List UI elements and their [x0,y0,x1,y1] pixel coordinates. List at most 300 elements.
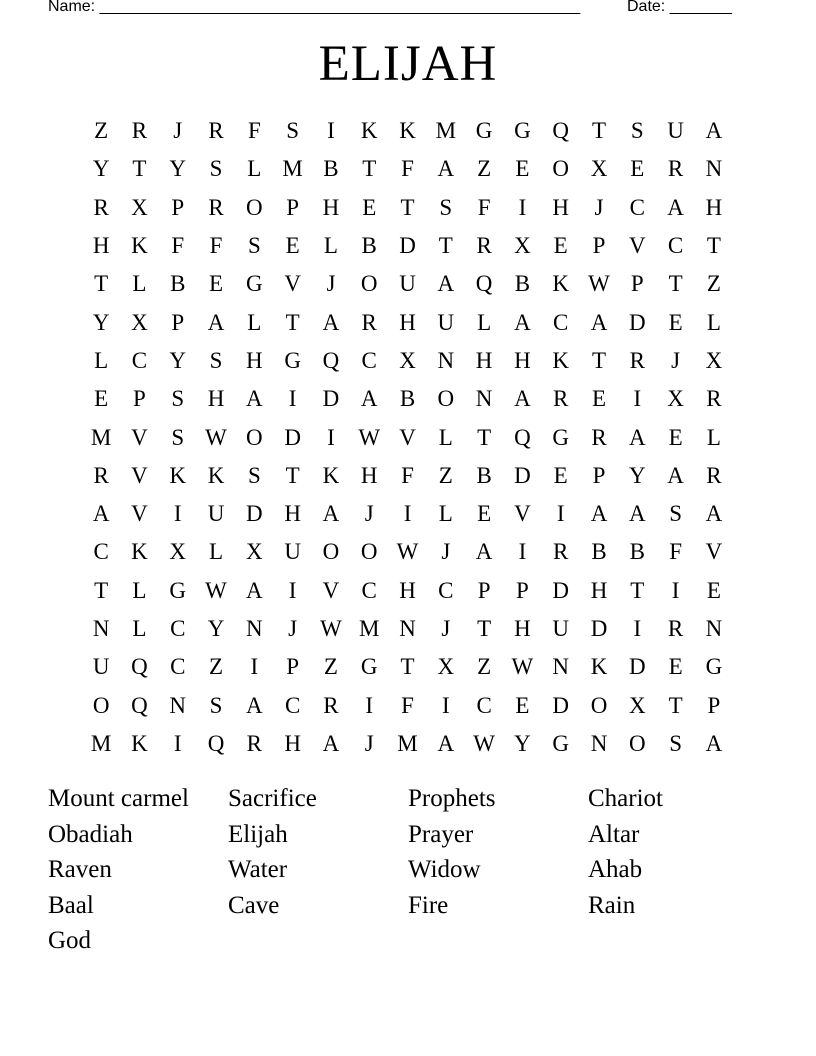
grid-letter: I [288,386,297,412]
grid-letter: B [514,271,531,297]
grid-letter: R [93,462,109,488]
grid-letter: K [322,462,340,488]
word-bank-item: God [48,927,92,954]
grid-letter: K [131,730,148,756]
grid-letter: N [169,692,187,718]
grid-row [82,725,734,763]
grid-letter: X [514,233,531,259]
word-bank [48,781,768,959]
grid-letter: N [705,156,723,182]
grid-letter: A [475,539,493,565]
grid-letter: A [705,730,723,756]
grid-letter: H [552,194,570,220]
grid-letter: C [476,692,492,718]
grid-letter: S [286,118,300,144]
grid-letter: T [94,271,109,297]
grid-letter: L [132,577,147,603]
grid-letter: T [591,347,607,373]
grid-letter: A [705,501,723,527]
grid-letter: Z [477,654,492,680]
grid-letter: T [477,424,492,450]
grid-letter: I [173,501,182,527]
grid-letter: H [705,194,723,220]
grid-letter: L [209,539,224,565]
grid-letter: O [246,424,263,450]
grid-letter: K [131,233,148,259]
grid-letter: P [171,194,185,220]
grid-letter: I [671,577,680,603]
grid-letter: Z [706,271,721,297]
grid-letter: W [588,271,610,297]
grid-letter: L [247,309,262,335]
grid-letter: E [209,271,224,297]
grid-letter: C [170,654,186,680]
grid-letter: H [590,577,608,603]
grid-letter: T [668,271,683,297]
grid-letter: G [360,654,378,680]
grid-letter: M [435,118,457,144]
grid-letter: Y [92,309,110,335]
grid-letter: A [628,501,646,527]
grid-row [82,495,734,533]
grid-letter: Q [475,271,493,297]
grid-letter: V [399,424,416,450]
word-bank-item: Rain [588,891,636,919]
grid-letter: A [322,309,340,335]
grid-letter: P [707,692,721,718]
grid-letter: R [667,616,684,641]
grid-letter: L [323,233,338,259]
grid-letter: B [399,386,416,412]
grid-letter: C [131,347,148,373]
grid-letter: X [131,194,148,220]
grid-letter: P [286,194,300,220]
grid-row [82,380,734,418]
grid-letter: K [169,462,187,488]
grid-letter: N [475,386,493,412]
grid-letter: Z [323,654,338,680]
grid-letter: R [591,424,607,450]
grid-letter: M [397,730,418,756]
grid-letter: A [628,424,646,450]
grid-letter: E [515,156,530,182]
word-bank-item: Raven [48,856,112,883]
grid-letter: E [94,386,109,412]
grid-letter: O [628,730,646,756]
grid-letter: V [284,271,301,297]
grid-letter: A [246,386,263,412]
grid-letter: D [628,654,646,680]
grid-letter: A [514,386,531,412]
grid-letter: H [246,347,263,373]
grid-letter: M [359,616,380,641]
grid-letter: C [361,577,377,603]
grid-letter: Y [628,462,646,488]
grid-letter: N [92,616,110,641]
grid-letter: Y [169,156,187,182]
grid-letter: N [705,616,723,641]
grid-letter: E [362,194,377,220]
grid-letter: T [591,118,607,144]
grid-letter: A [590,309,608,335]
grid-row [82,150,734,188]
grid-letter: I [250,654,259,680]
grid-letter: D [590,616,608,641]
grid-letter: T [630,577,645,603]
grid-letter: A [207,309,225,335]
grid-letter: V [131,424,148,450]
grid-letter: T [438,233,453,259]
grid-letter: K [360,118,378,144]
grid-letter: G [246,271,263,297]
grid-letter: R [93,194,109,220]
grid-letter: U [667,118,684,144]
grid-letter: H [284,730,301,756]
grid-row [82,457,734,495]
grid-letter: P [516,577,529,603]
grid-letter: H [514,347,531,373]
grid-letter: E [591,386,607,412]
grid-letter: F [477,194,491,220]
grid-letter: L [132,616,147,641]
grid-letter: A [360,386,378,412]
grid-letter: E [706,577,721,603]
grid-letter: A [514,309,531,335]
grid-letter: A [590,501,608,527]
grid-letter: I [441,692,450,718]
grid-letter: B [476,462,492,488]
grid-letter: R [131,118,148,144]
grid-letter: O [92,692,110,718]
grid-letter: Z [209,654,224,680]
grid-row [82,227,734,265]
grid-letter: E [285,233,300,259]
grid-letter: R [553,386,569,412]
word-bank-item: Widow [408,856,481,883]
grid-row [82,265,734,303]
word-bank-item: Water [228,856,288,883]
grid-letter: L [132,271,147,297]
grid-letter: Y [92,156,110,182]
grid-letter: R [476,233,492,259]
grid-letter: G [514,118,531,144]
grid-letter: O [360,539,378,565]
grid-letter: R [667,156,684,182]
grid-letter: V [131,462,148,488]
grid-letter: H [475,347,493,373]
word-bank-item: Chariot [588,785,663,812]
grid-letter: T [362,156,377,182]
grid-letter: A [92,501,110,527]
grid-letter: Z [94,118,109,144]
grid-letter: K [399,118,416,144]
grid-letter: G [705,654,723,680]
grid-letter: S [209,156,223,182]
grid-letter: S [209,347,223,373]
grid-letter: N [552,654,570,680]
grid-letter: E [515,692,530,718]
grid-letter: Q [131,692,148,718]
grid-letter: L [706,309,721,335]
grid-letter: Q [552,118,570,144]
grid-letter: P [171,309,185,335]
grid-letter: F [669,539,682,565]
grid-letter: R [706,462,722,488]
grid-letter: E [553,462,568,488]
letter-grid [82,112,734,763]
grid-letter: I [288,577,297,603]
grid-letter: T [668,692,683,718]
grid-row [82,418,734,456]
grid-letter: C [170,616,186,641]
grid-letter: J [326,271,336,297]
word-bank-item: Obadiah [48,820,133,848]
grid-letter: S [669,501,682,527]
grid-letter: O [590,692,608,718]
grid-row [82,572,734,610]
grid-letter: A [437,730,455,756]
grid-letter: S [171,424,185,450]
grid-letter: B [361,233,377,259]
grid-letter: F [401,462,414,488]
grid-letter: O [437,386,455,412]
word-bank-item: Altar [588,820,640,848]
grid-letter: A [667,194,684,220]
grid-letter: W [358,424,381,450]
grid-letter: D [322,386,340,412]
grid-letter: Z [477,156,492,182]
grid-letter: J [364,501,374,527]
grid-row [82,686,734,724]
grid-letter: T [400,194,415,220]
grid-letter: L [706,424,721,450]
grid-letter: P [630,271,644,297]
grid-letter: D [246,501,263,527]
grid-letter: T [477,616,492,641]
grid-letter: X [705,347,723,373]
grid-letter: C [667,233,684,259]
grid-letter: K [131,539,148,565]
grid-row [82,610,734,648]
date-field-label: Date: _______ [627,0,732,15]
grid-letter: F [247,118,261,144]
grid-letter: X [437,654,455,680]
grid-letter: D [284,424,301,450]
grid-letter: Y [207,616,225,641]
grid-letter: W [205,577,227,603]
grid-letter: I [327,118,335,144]
grid-letter: F [401,692,414,718]
grid-letter: V [322,577,340,603]
grid-letter: J [594,194,604,220]
grid-row [82,189,734,227]
grid-letter: T [400,654,415,680]
grid-letter: A [705,118,723,144]
grid-letter: E [630,156,645,182]
grid-letter: R [208,194,224,220]
grid-letter: C [93,539,109,565]
grid-letter: U [399,271,416,297]
grid-letter: U [552,616,570,641]
grid-letter: L [94,347,109,373]
grid-letter: N [246,616,263,641]
grid-letter: V [131,501,148,527]
grid-letter: K [590,654,608,680]
grid-letter: W [396,539,419,565]
grid-letter: B [629,539,645,565]
grid-letter: X [399,347,416,373]
word-bank-item: Elijah [228,820,288,848]
grid-letter: C [284,692,301,718]
grid-letter: T [132,156,147,182]
grid-letter: Y [169,347,187,373]
grid-letter: I [327,424,335,450]
grid-letter: Q [514,424,531,450]
grid-letter: R [323,692,339,718]
grid-letter: Q [322,347,340,373]
grid-letter: N [590,730,608,756]
grid-letter: I [518,539,527,565]
grid-letter: P [477,577,491,603]
grid-letter: H [360,462,378,488]
grid-letter: P [286,654,300,680]
grid-letter: R [553,539,569,565]
grid-letter: X [628,692,646,718]
grid-letter: J [441,539,451,565]
grid-letter: D [552,577,570,603]
word-bank-item: Prophets [408,785,496,812]
grid-letter: P [592,462,606,488]
grid-letter: Y [514,730,531,756]
grid-letter: S [669,730,682,756]
grid-letter: H [399,309,416,335]
grid-letter: W [320,616,342,641]
grid-letter: L [438,424,453,450]
grid-letter: F [209,233,223,259]
grid-letter: W [511,654,534,680]
grid-letter: C [553,309,569,335]
word-bank-item: Ahab [588,856,643,883]
grid-letter: B [591,539,607,565]
grid-letter: U [207,501,225,527]
grid-row [82,342,734,380]
grid-letter: E [668,424,683,450]
grid-letter: S [171,386,185,412]
grid-letter: E [668,309,683,335]
grid-letter: R [208,118,224,144]
grid-letter: R [246,730,262,756]
grid-letter: V [514,501,531,527]
word-bank-item: Prayer [408,820,474,848]
grid-letter: R [361,309,377,335]
grid-letter: J [288,616,298,641]
grid-letter: L [477,309,492,335]
grid-letter: R [629,347,645,373]
name-field-label: Name: ______________________________________________________ [48,0,581,15]
grid-letter: W [473,730,495,756]
grid-letter: T [285,462,300,488]
grid-letter: A [667,462,684,488]
grid-letter: A [322,730,340,756]
grid-letter: G [169,577,187,603]
grid-letter: C [438,577,454,603]
grid-letter: H [322,194,340,220]
grid-letter: K [207,462,225,488]
grid-letter: T [94,577,109,603]
header-line [48,0,748,20]
grid-letter: H [284,501,301,527]
grid-letter: Q [207,730,225,756]
grid-letter: G [552,424,570,450]
grid-letter: E [553,233,568,259]
grid-letter: A [437,271,455,297]
grid-letter: O [322,539,340,565]
grid-row [82,533,734,571]
grid-row [82,303,734,341]
grid-letter: I [403,501,412,527]
word-bank-item: Mount carmel [48,785,189,812]
grid-letter: J [441,616,451,641]
grid-letter: B [170,271,186,297]
grid-letter: O [246,194,263,220]
word-bank-item: Sacrifice [228,785,317,812]
grid-letter: X [131,309,148,335]
grid-letter: C [629,194,645,220]
grid-letter: A [246,577,263,603]
grid-letter: G [475,118,493,144]
grid-letter: X [246,539,263,565]
grid-letter: M [90,730,112,756]
word-bank-item: Cave [228,891,280,919]
grid-letter: D [552,692,570,718]
grid-letter: D [514,462,531,488]
grid-letter: S [630,118,644,144]
grid-row [82,112,734,150]
grid-letter: I [173,730,182,756]
grid-letter: S [247,462,261,488]
grid-letter: E [477,501,492,527]
grid-letter: S [247,233,261,259]
grid-letter: I [556,501,565,527]
grid-row [82,648,734,686]
word-bank-item: Baal [48,891,94,919]
grid-letter: S [439,194,453,220]
grid-letter: T [285,309,300,335]
grid-letter: U [437,309,455,335]
grid-letter: J [173,118,183,144]
grid-letter: W [205,424,227,450]
grid-letter: Q [131,654,148,680]
word-bank-item: Fire [408,891,449,919]
grid-letter: H [207,386,225,412]
grid-letter: C [361,347,377,373]
grid-letter: J [671,347,681,373]
grid-letter: S [209,692,223,718]
grid-letter: L [247,156,262,182]
grid-letter: A [322,501,340,527]
grid-letter: E [668,654,683,680]
grid-letter: G [552,730,570,756]
grid-letter: V [628,233,646,259]
grid-letter: O [360,271,378,297]
grid-letter: U [284,539,301,565]
grid-letter: V [705,539,723,565]
grid-letter: P [592,233,606,259]
grid-letter: I [365,692,374,718]
grid-letter: U [92,654,110,680]
grid-letter: P [133,386,146,412]
grid-letter: K [552,347,570,373]
